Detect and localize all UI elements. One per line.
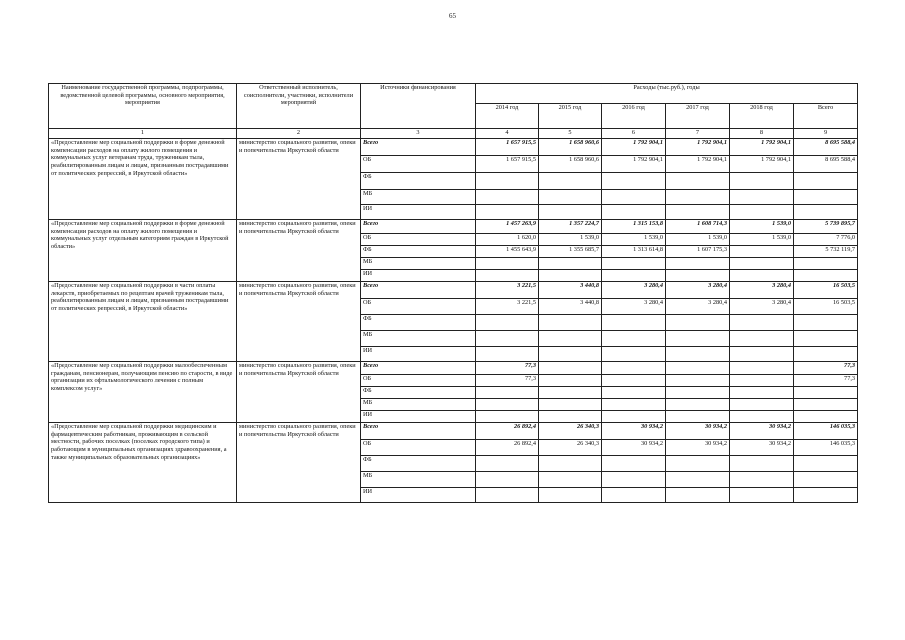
expense-value: [476, 456, 539, 472]
expense-value: 30 934,2: [730, 440, 794, 456]
expense-value: [602, 387, 666, 399]
total-value: 146 035,3: [794, 440, 858, 456]
expense-value: [730, 375, 794, 387]
funding-source: ИИ: [361, 488, 476, 503]
table-row: [49, 139, 858, 156]
expense-value: [476, 488, 539, 503]
header-year: 2016 год: [602, 104, 666, 129]
expense-value: [602, 375, 666, 387]
expense-value: [666, 362, 730, 375]
header-total: Всего: [794, 104, 858, 129]
expense-value: [602, 399, 666, 411]
expense-value: 30 934,2: [666, 440, 730, 456]
expense-value: [476, 472, 539, 488]
expense-value: 1 658 960,6: [539, 156, 602, 173]
expense-value: [602, 190, 666, 205]
expense-value: [539, 362, 602, 375]
expense-value: 1 657 915,5: [476, 139, 539, 156]
header-year: 2017 год: [666, 104, 730, 129]
expense-value: [730, 331, 794, 347]
total-value: 5 739 895,7: [794, 220, 858, 234]
total-value: 7 776,0: [794, 234, 858, 246]
funding-source: ФБ: [361, 173, 476, 190]
expense-value: [666, 488, 730, 503]
expense-value: [539, 387, 602, 399]
total-value: [794, 258, 858, 270]
expense-value: [602, 331, 666, 347]
expense-value: [730, 173, 794, 190]
expense-value: [666, 205, 730, 220]
expense-value: 3 280,4: [602, 299, 666, 315]
header-executor: Ответственный исполнитель, соисполнители, участники, исполнители мероприятий: [237, 84, 361, 129]
responsible-executor: министерство социального развития, опеки и попечительства Иркутской области: [237, 282, 361, 362]
expenses-table: [48, 83, 858, 503]
expense-value: [602, 173, 666, 190]
total-value: 16 503,5: [794, 282, 858, 299]
total-value: 77,3: [794, 362, 858, 375]
expense-value: 3 280,4: [730, 282, 794, 299]
funding-source: ФБ: [361, 315, 476, 331]
expense-value: 1 355 685,7: [539, 246, 602, 258]
activity-title: «Предоставление мер социальной поддержки в форме денежной компенсации расходов на оплату жилого помещения и коммунальных услуг отдельным категориям граждан в Иркутской области»: [49, 220, 237, 282]
total-value: [794, 190, 858, 205]
expense-value: 3 221,5: [476, 299, 539, 315]
expense-value: [666, 347, 730, 362]
funding-source: ФБ: [361, 246, 476, 258]
expense-value: 1 455 643,9: [476, 246, 539, 258]
expense-value: [666, 411, 730, 423]
expense-value: 26 892,4: [476, 440, 539, 456]
expense-value: [539, 472, 602, 488]
column-number: 7: [666, 129, 730, 139]
funding-source: МБ: [361, 331, 476, 347]
expense-value: 77,3: [476, 362, 539, 375]
funding-source: Всего: [361, 220, 476, 234]
expense-value: 1 539,0: [539, 234, 602, 246]
expense-value: [730, 399, 794, 411]
expense-value: [730, 456, 794, 472]
expense-value: [539, 399, 602, 411]
funding-source: ФБ: [361, 456, 476, 472]
expense-value: [539, 456, 602, 472]
table-row: [49, 423, 858, 440]
expense-value: 1 792 904,1: [666, 139, 730, 156]
column-number: 4: [476, 129, 539, 139]
expense-value: 1 792 904,1: [666, 156, 730, 173]
total-value: [794, 205, 858, 220]
expense-value: 1 457 263,9: [476, 220, 539, 234]
expense-value: [602, 362, 666, 375]
expense-value: 1 539,0: [602, 234, 666, 246]
expense-value: 1 539,0: [730, 234, 794, 246]
activity-title: «Предоставление мер социальной поддержки в форме денежной компенсации расходов на оплату жилого помещения и коммунальных услуг ветеранам труда, труженикам тыла, реабилитированным лицам и лицам, признанным пострадавшими от политических репрессий, в Иркутской области»: [49, 139, 237, 220]
header-source: Источники финансирования: [361, 84, 476, 129]
expense-value: [539, 258, 602, 270]
expense-value: [476, 347, 539, 362]
funding-source: Всего: [361, 362, 476, 375]
expense-value: [666, 315, 730, 331]
expense-value: [602, 411, 666, 423]
expense-value: [666, 399, 730, 411]
expense-value: [666, 258, 730, 270]
expense-value: 1 658 960,6: [539, 139, 602, 156]
header-year: 2018 год: [730, 104, 794, 129]
expense-value: [476, 173, 539, 190]
expense-value: 3 280,4: [666, 282, 730, 299]
expense-value: 1 315 153,8: [602, 220, 666, 234]
total-value: 8 695 588,4: [794, 139, 858, 156]
expense-value: 77,3: [476, 375, 539, 387]
total-value: [794, 173, 858, 190]
funding-source: ИИ: [361, 347, 476, 362]
expense-value: 1 539,0: [730, 220, 794, 234]
expense-value: 3 280,4: [666, 299, 730, 315]
expense-value: [730, 190, 794, 205]
expense-value: 1 608 714,3: [666, 220, 730, 234]
funding-source: Всего: [361, 282, 476, 299]
funding-source: МБ: [361, 399, 476, 411]
expense-value: [476, 205, 539, 220]
activity-title: «Предоставление мер социальной поддержки медицинским и фармацевтическим работникам, проживающим в сельской местности, рабочих поселках (поселках городского типа) и работающим в муниципальных организациях здравоохранения, а также муниципальных образовательных организациях»: [49, 423, 237, 503]
total-value: [794, 411, 858, 423]
expense-value: 3 221,5: [476, 282, 539, 299]
expense-value: [476, 399, 539, 411]
funding-source: ОБ: [361, 299, 476, 315]
table-row: [49, 220, 858, 234]
expense-value: 1 657 915,5: [476, 156, 539, 173]
expense-value: 3 440,8: [539, 299, 602, 315]
expense-value: [730, 315, 794, 331]
funding-source: МБ: [361, 190, 476, 205]
expense-value: [476, 315, 539, 331]
expense-value: [602, 205, 666, 220]
expense-value: [666, 190, 730, 205]
funding-source: Всего: [361, 139, 476, 156]
expense-value: [602, 472, 666, 488]
activity-title: «Предоставление мер социальной поддержки в части оплаты лекарств, приобретаемых по рецептам врачей труженикам тыла, реабилитированным лицам и лицам, признанным пострадавшими от политических репрессий, в Иркутской области»: [49, 282, 237, 362]
total-value: [794, 270, 858, 282]
total-value: 77,3: [794, 375, 858, 387]
expense-value: 30 934,2: [602, 440, 666, 456]
activity-title: «Предоставление мер социальной поддержки малообеспеченным гражданам, пенсионерам, получающим пенсию по старости, в виде организации их офтальмологического лечения с полным комплексом услуг»: [49, 362, 237, 423]
header-expenses: Расходы (тыс.руб.), годы: [476, 84, 858, 104]
column-number: 9: [794, 129, 858, 139]
column-number: 6: [602, 129, 666, 139]
expense-value: [730, 258, 794, 270]
responsible-executor: министерство социального развития, опеки и попечительства Иркутской области: [237, 139, 361, 220]
funding-source: МБ: [361, 472, 476, 488]
expense-value: 1 792 904,1: [730, 139, 794, 156]
total-value: [794, 315, 858, 331]
expense-value: [602, 456, 666, 472]
expense-value: [666, 387, 730, 399]
table-row: [49, 362, 858, 375]
total-value: [794, 387, 858, 399]
funding-source: ОБ: [361, 440, 476, 456]
column-number: 3: [361, 129, 476, 139]
expense-value: 30 934,2: [602, 423, 666, 440]
total-value: [794, 472, 858, 488]
total-value: [794, 456, 858, 472]
expense-value: 1 620,0: [476, 234, 539, 246]
responsible-executor: министерство социального развития, опеки и попечительства Иркутской области: [237, 362, 361, 423]
expense-value: [476, 331, 539, 347]
expense-value: [730, 488, 794, 503]
expense-value: [666, 375, 730, 387]
expense-value: 26 340,3: [539, 440, 602, 456]
expense-value: 3 280,4: [730, 299, 794, 315]
expense-value: 30 934,2: [666, 423, 730, 440]
expense-value: [476, 258, 539, 270]
expense-value: [539, 205, 602, 220]
expense-value: 1 792 904,1: [602, 139, 666, 156]
column-number: 5: [539, 129, 602, 139]
expense-value: 3 280,4: [602, 282, 666, 299]
funding-source: ОБ: [361, 375, 476, 387]
expense-value: 1 357 224,7: [539, 220, 602, 234]
expense-value: [539, 331, 602, 347]
expense-value: [730, 270, 794, 282]
total-value: [794, 347, 858, 362]
funding-source: МБ: [361, 258, 476, 270]
expense-value: 3 440,8: [539, 282, 602, 299]
funding-source: ИИ: [361, 270, 476, 282]
expense-value: 1 539,0: [666, 234, 730, 246]
total-value: 16 503,5: [794, 299, 858, 315]
expense-value: 26 892,4: [476, 423, 539, 440]
expense-value: 1 792 904,1: [730, 156, 794, 173]
column-number: 2: [237, 129, 361, 139]
column-number: 8: [730, 129, 794, 139]
funding-source: ОБ: [361, 156, 476, 173]
expense-value: [602, 488, 666, 503]
page-number: 65: [449, 12, 456, 20]
header-year: 2015 год: [539, 104, 602, 129]
expense-value: [476, 190, 539, 205]
funding-source: ИИ: [361, 205, 476, 220]
total-value: 8 695 588,4: [794, 156, 858, 173]
total-value: [794, 488, 858, 503]
expense-value: [539, 315, 602, 331]
expense-value: 26 340,3: [539, 423, 602, 440]
expense-value: 1 313 614,8: [602, 246, 666, 258]
responsible-executor: министерство социального развития, опеки и попечительства Иркутской области: [237, 220, 361, 282]
expense-value: [602, 315, 666, 331]
total-value: 146 035,3: [794, 423, 858, 440]
expense-value: [730, 411, 794, 423]
expense-value: 1 607 175,3: [666, 246, 730, 258]
expense-value: [539, 411, 602, 423]
expense-value: [730, 347, 794, 362]
expense-value: [476, 387, 539, 399]
total-value: 5 732 119,7: [794, 246, 858, 258]
expense-value: [730, 246, 794, 258]
header-program: Наименование государственной программы, подпрограммы, ведомственной целевой программы, основного мероприятия, мероприятия: [49, 84, 237, 129]
expense-value: [476, 411, 539, 423]
expense-value: [730, 472, 794, 488]
expense-value: 1 792 904,1: [602, 156, 666, 173]
expense-value: [666, 472, 730, 488]
expense-value: [666, 173, 730, 190]
expense-value: [602, 270, 666, 282]
expense-value: [539, 347, 602, 362]
expense-value: [730, 362, 794, 375]
expense-value: [666, 456, 730, 472]
expense-value: [539, 270, 602, 282]
expense-value: [602, 347, 666, 362]
expense-value: [539, 488, 602, 503]
funding-source: ИИ: [361, 411, 476, 423]
expense-value: [539, 173, 602, 190]
total-value: [794, 399, 858, 411]
expense-value: [539, 375, 602, 387]
expense-value: [476, 270, 539, 282]
total-value: [794, 331, 858, 347]
funding-source: ФБ: [361, 387, 476, 399]
header-year: 2014 год: [476, 104, 539, 129]
funding-source: Всего: [361, 423, 476, 440]
column-number: 1: [49, 129, 237, 139]
expense-value: [539, 190, 602, 205]
table-row: [49, 282, 858, 299]
expense-value: [730, 387, 794, 399]
funding-source: ОБ: [361, 234, 476, 246]
expense-value: [666, 270, 730, 282]
expense-value: 30 934,2: [730, 423, 794, 440]
expense-value: [730, 205, 794, 220]
expense-value: [602, 258, 666, 270]
responsible-executor: министерство социального развития, опеки и попечительства Иркутской области: [237, 423, 361, 503]
expense-value: [666, 331, 730, 347]
